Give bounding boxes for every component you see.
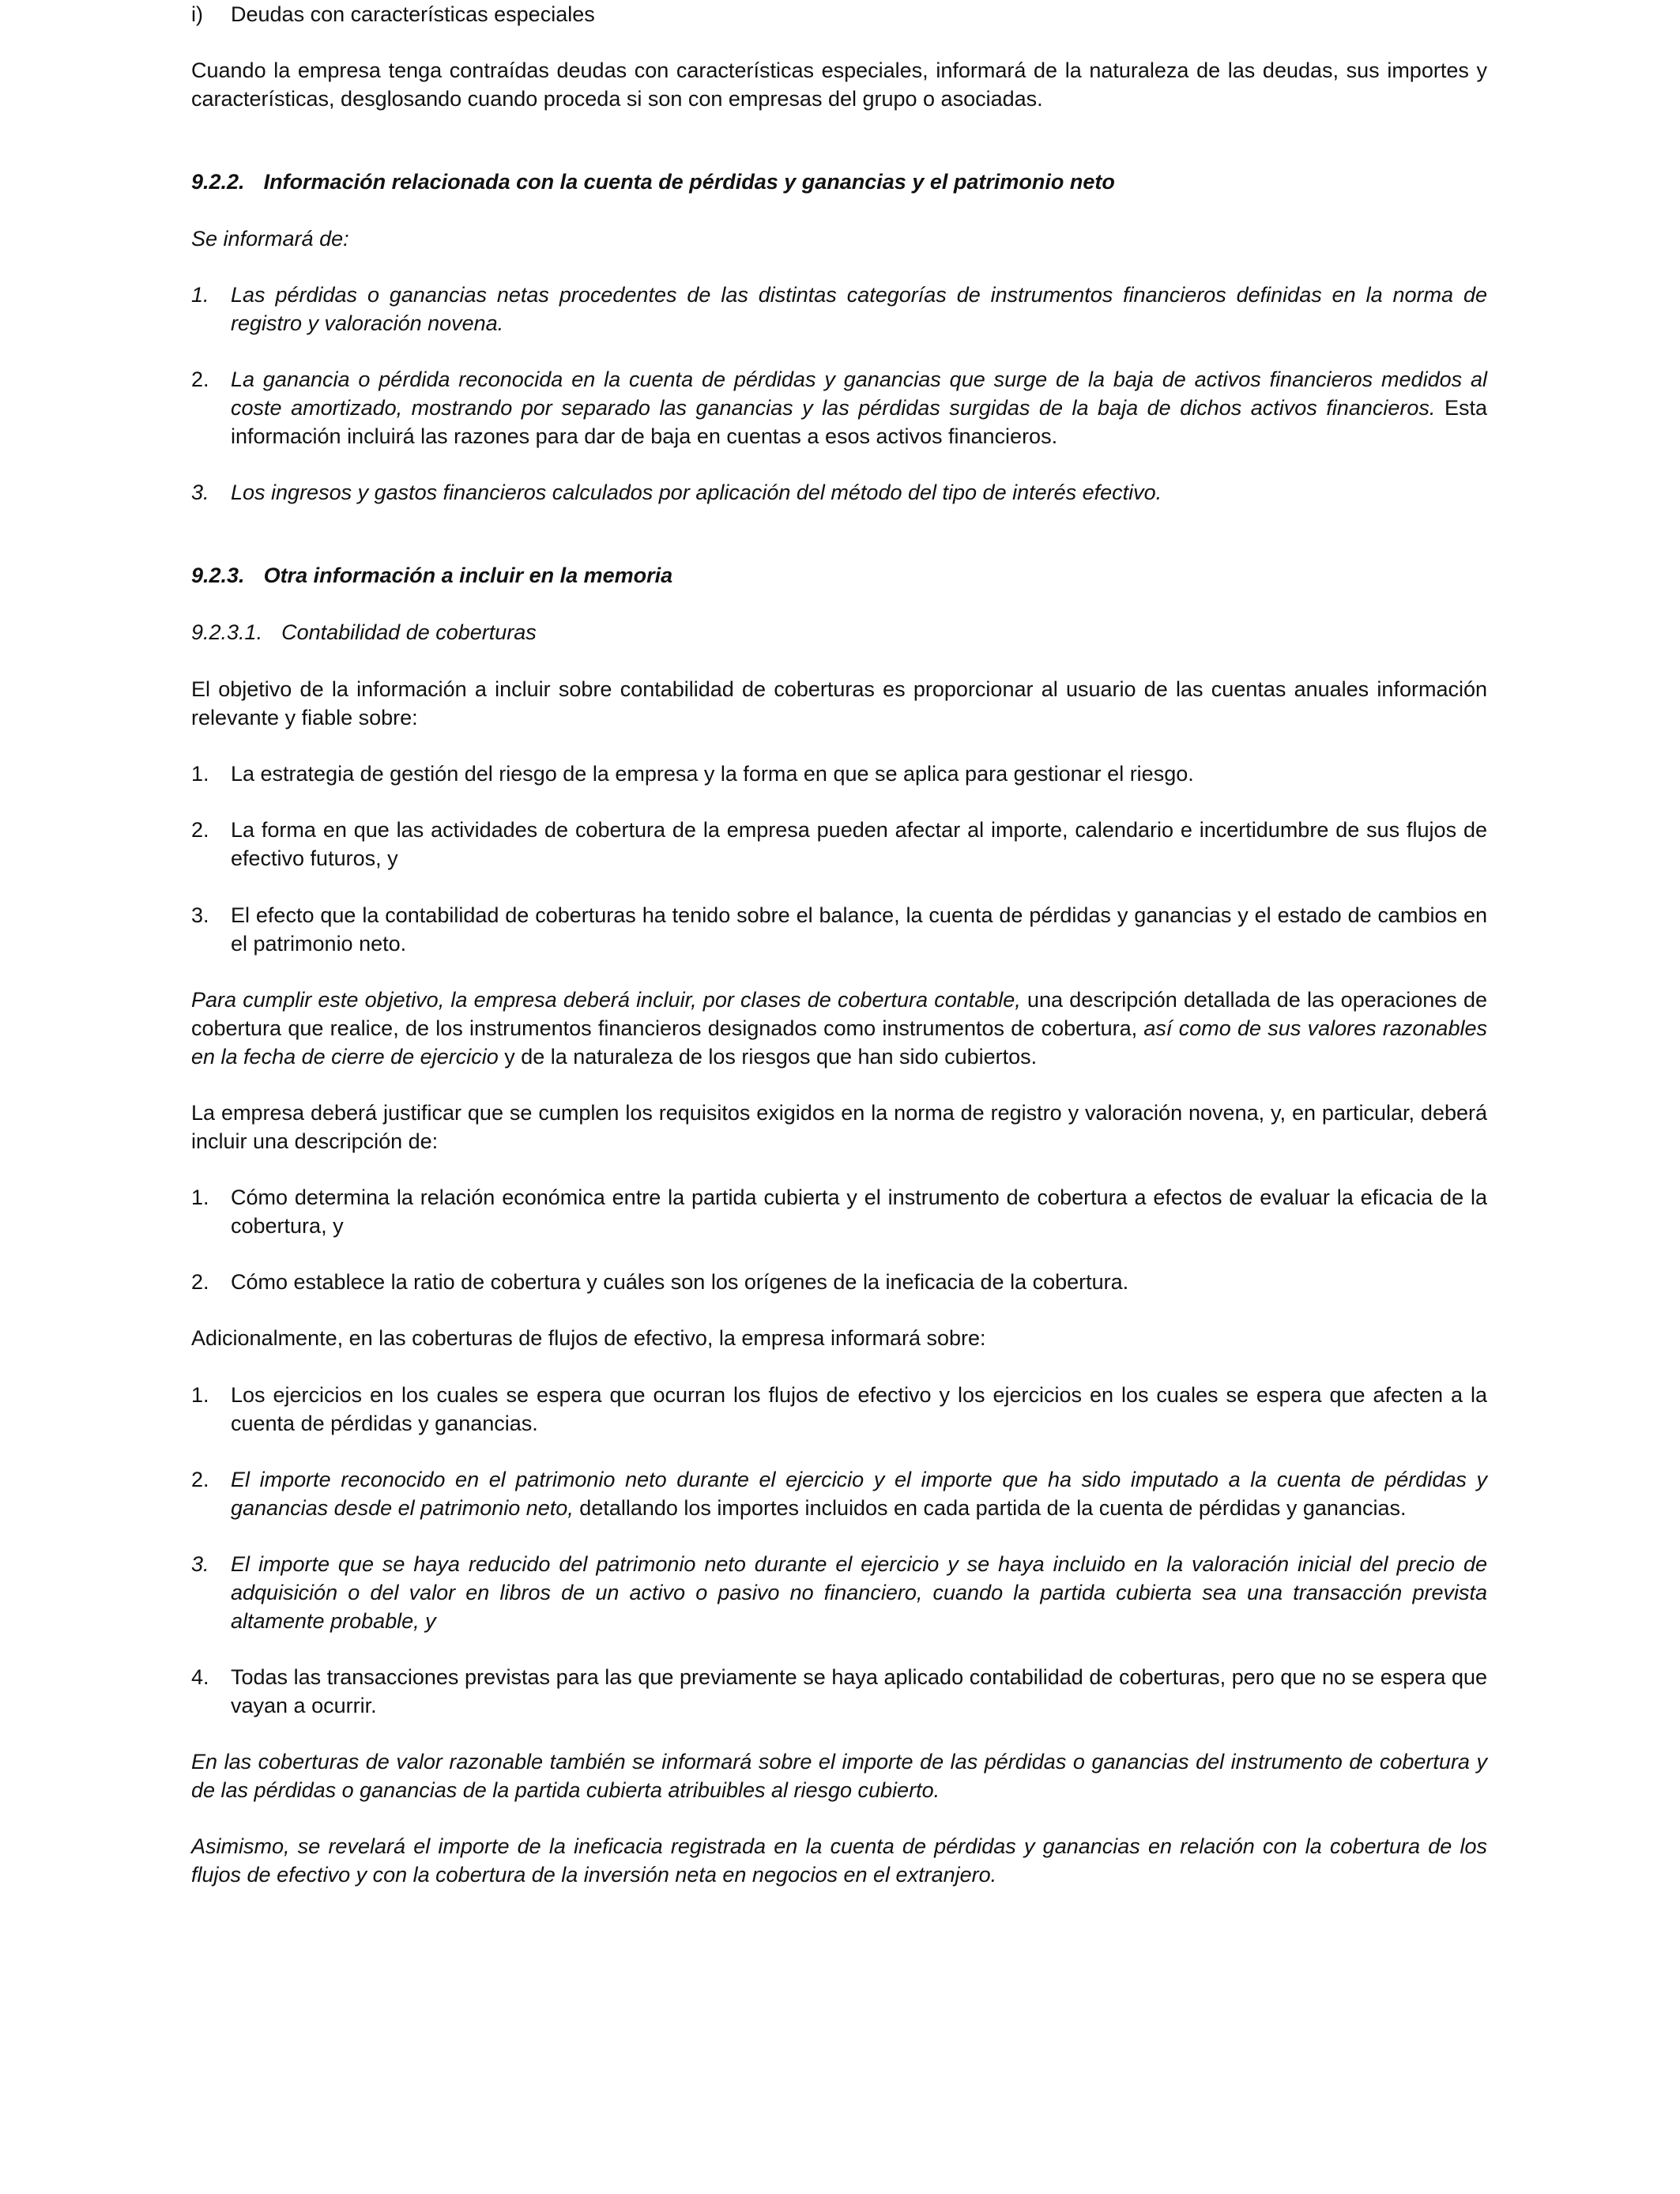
list-item xyxy=(191,816,1487,873)
list-text: Los ingresos y gastos financieros calculados por aplicación del método del tipo de interés efectivo. xyxy=(231,481,1162,504)
section-heading-9-2-3 xyxy=(191,561,1487,590)
list-item xyxy=(191,1663,1487,1720)
paragraph-deudas: Cuando la empresa tenga contraídas deudas con características especiales, informará de la naturaleza de las deudas, sus importes y características, desglosando cuando proceda si son con empresas del grupo o asociadas. xyxy=(191,58,1487,111)
list-text: detallando los importes incluidos en cada partida de la cuenta de pérdidas y ganancias. xyxy=(573,1496,1407,1520)
section-number: 9.2.3. xyxy=(191,564,245,587)
list-number: 2. xyxy=(191,818,209,842)
item-text: Deudas con características especiales xyxy=(231,2,595,26)
list-number: 1. xyxy=(191,1383,209,1407)
list-text-italic: El importe reconocido en el patrimonio neto durante el ejercicio y el importe que ha sido imputado a la cuenta de pérdidas y ganancias desde el patrimonio neto, xyxy=(231,1468,1487,1520)
list-number: 1. xyxy=(191,283,209,307)
list-item xyxy=(191,1268,1487,1296)
list-text-italic: La ganancia o pérdida reconocida en la cuenta de pérdidas y ganancias que surge de la baja de activos financieros medidos al coste amortizado, mostrando por separado las ganancias y las pérdidas surgidas de la baja de dichos activos financieros. xyxy=(231,368,1487,420)
list-text: Todas las transacciones previstas para las que previamente se haya aplicado contabilidad de coberturas, pero que no se espera que vayan a ocurrir. xyxy=(231,1665,1487,1717)
list-number: 3. xyxy=(191,903,209,927)
list-item xyxy=(191,365,1487,450)
list-number: 1. xyxy=(191,1186,209,1209)
item-label: i) xyxy=(191,2,203,26)
list-text: Esta información incluirá las razones para dar de baja en cuentas a esos activos financieros. xyxy=(231,396,1488,448)
list-number: 2. xyxy=(191,368,209,391)
list-text: Las pérdidas o ganancias netas procedentes de las distintas categorías de instrumentos financieros definidas en la norma de registro y valoración novena. xyxy=(231,283,1487,335)
subsection-i-heading xyxy=(191,0,1487,28)
list-text: Cómo establece la ratio de cobertura y cuáles son los orígenes de la ineficacia de la cobertura. xyxy=(231,1270,1129,1294)
section-number: 9.2.2. xyxy=(191,170,245,194)
section-title: Información relacionada con la cuenta de pérdidas y ganancias y el patrimonio neto xyxy=(263,170,1115,194)
paragraph-objetivo: El objetivo de la información a incluir sobre contabilidad de coberturas es proporcionar al usuario de las cuentas anuales información relevante y fiable sobre: xyxy=(191,677,1487,729)
list-item xyxy=(191,901,1487,958)
text-italic: Para cumplir este objetivo, la empresa deberá incluir, por clases de cobertura contable, xyxy=(191,988,1021,1012)
text: y de la naturaleza de los riesgos que han sido cubiertos. xyxy=(498,1045,1038,1069)
paragraph-para-cumplir xyxy=(191,986,1487,1071)
list-item xyxy=(191,1183,1487,1240)
list-number: 3. xyxy=(191,481,209,504)
list-number: 2. xyxy=(191,1270,209,1294)
paragraph-adicionalmente: Adicionalmente, en las coberturas de flujos de efectivo, la empresa informará sobre: xyxy=(191,1326,986,1350)
section-heading-9-2-2 xyxy=(191,168,1487,196)
paragraph-asimismo: Asimismo, se revelará el importe de la ineficacia registrada en la cuenta de pérdidas y ganancias en relación con la cobertura de los flujos de efectivo y con la cobertura de la inversión neta en negocios en el extranjero. xyxy=(191,1834,1487,1887)
section-title: Otra información a incluir en la memoria xyxy=(263,564,673,587)
subsection-number: 9.2.3.1. xyxy=(191,620,263,644)
list-text: El importe que se haya reducido del patrimonio neto durante el ejercicio y se haya incluido en la valoración inicial del precio de adquisición o del valor en libros de un activo o pasivo no financiero, cuando la partida cubierta sea una transacción prevista altamente probable, y xyxy=(231,1552,1487,1633)
subsection-heading-9-2-3-1 xyxy=(191,618,1487,647)
list-text: La estrategia de gestión del riesgo de la empresa y la forma en que se aplica para gestionar el riesgo. xyxy=(231,762,1194,786)
text-italic: así como de sus valores razonables en la fecha de cierre de ejercicio xyxy=(191,1016,1487,1069)
list-text: El efecto que la contabilidad de coberturas ha tenido sobre el balance, la cuenta de pérdidas y ganancias y el estado de cambios en el patrimonio neto. xyxy=(231,903,1487,956)
list-item xyxy=(191,1381,1487,1438)
list-number: 4. xyxy=(191,1665,209,1689)
list-item xyxy=(191,1465,1487,1522)
list-item xyxy=(191,1550,1487,1635)
list-number: 3. xyxy=(191,1552,209,1576)
list-number: 1. xyxy=(191,762,209,786)
list-text: La forma en que las actividades de cobertura de la empresa pueden afectar al importe, calendario e incertidumbre de sus flujos de efectivo futuros, y xyxy=(231,818,1487,870)
paragraph-justificar: La empresa deberá justificar que se cumplen los requisitos exigidos en la norma de registro y valoración novena, y, en particular, deberá incluir una descripción de: xyxy=(191,1101,1487,1153)
subsection-title: Contabilidad de coberturas xyxy=(281,620,537,644)
list-text: Los ejercicios en los cuales se espera que ocurran los flujos de efectivo y los ejercicios en los cuales se espera que afecten a la cuenta de pérdidas y ganancias. xyxy=(231,1383,1487,1435)
paragraph-se-informara: Se informará de: xyxy=(191,227,349,251)
text: una descripción detallada de las operaciones de cobertura que realice, de los instrumentos financieros designados como instrumentos de cobertura, xyxy=(191,988,1488,1040)
paragraph-valor-razonable: En las coberturas de valor razonable también se informará sobre el importe de las pérdidas o ganancias del instrumento de cobertura y de las pérdidas o ganancias de la partida cubierta atribuibles al riesgo cubierto. xyxy=(191,1750,1487,1802)
list-item xyxy=(191,478,1487,507)
list-item xyxy=(191,281,1487,337)
list-number: 2. xyxy=(191,1468,209,1491)
list-item xyxy=(191,760,1487,788)
list-text: Cómo determina la relación económica entre la partida cubierta y el instrumento de cobertura a efectos de evaluar la eficacia de la cobertura, y xyxy=(231,1186,1487,1238)
